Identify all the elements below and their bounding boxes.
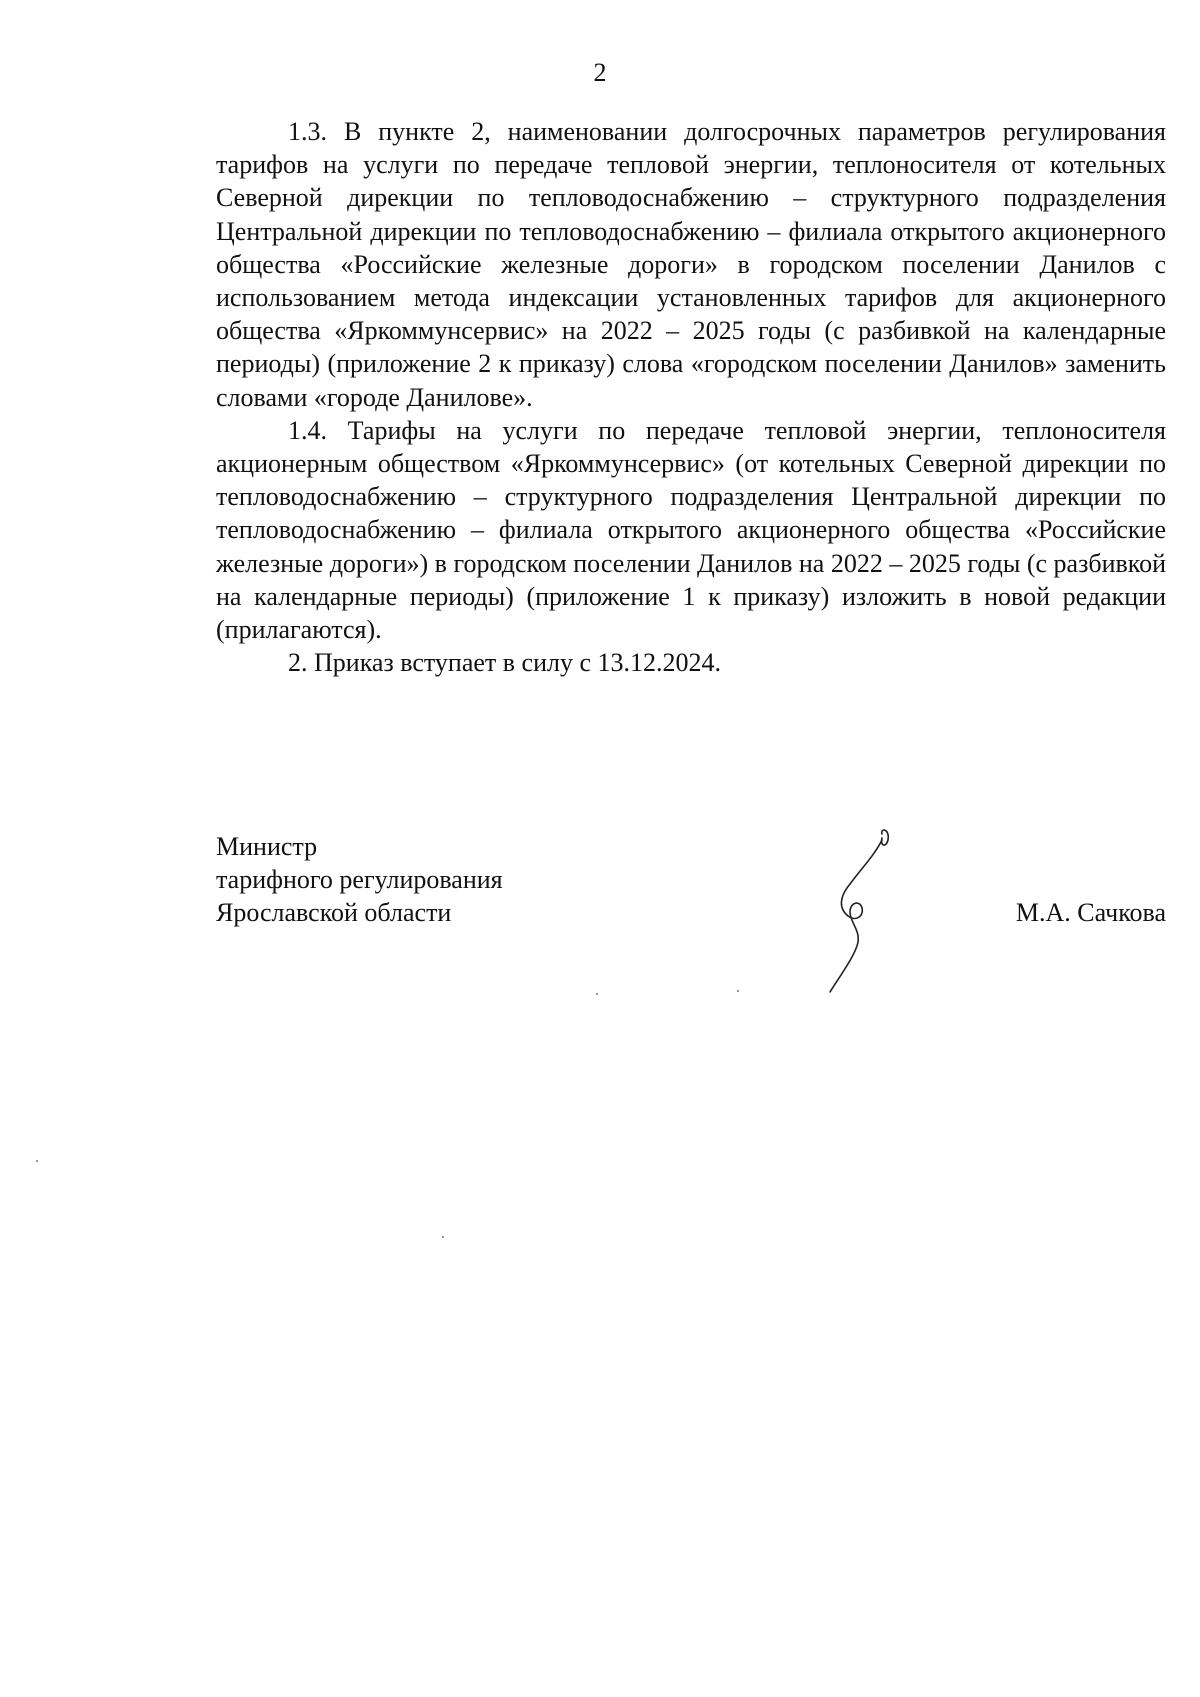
- signatory-title-line: Ярославской области: [216, 898, 452, 927]
- signatory-position: [216, 830, 503, 929]
- signatory-title-line: Министр: [216, 832, 318, 861]
- handwritten-signature: [810, 826, 920, 996]
- signer-name: М.А. Сачкова: [1015, 898, 1166, 927]
- page-number: 2: [593, 58, 607, 87]
- paragraph-1-3: 1.3. В пункте 2, наименовании долгосрочных параметров регулирования тарифов на услуги по передаче тепловой энергии, теплоносителя от котельных Северной дирекции по тепловодоснабжению – структурного подразделения Центральной дирекции по тепловодоснабжению – филиала открытого акционерного общества «Российские железные дороги» в городском поселении Данилов с использованием метода индексации установленных тарифов для акционерного общества «Яркоммунсервис» на 2022 – 2025 годы (с разбивкой на календарные периоды) (приложение 2 к приказу) слова «городском поселении Данилов» заменить словами «городе Данилове».: [216, 117, 1166, 412]
- paragraph-2: 2. Приказ вступает в силу с 13.12.2024.: [288, 648, 722, 678]
- paragraph-1-4: 1.4. Тарифы на услуги по передаче тепловой энергии, теплоносителя акционерным обществом «Яркоммунсервис» (от котельных Северной дирекции по тепловодоснабжению – структурного подразделения Центральной дирекции по тепловодоснабжению – филиала открытого акционерного общества «Российские железные дороги») в городском поселении Данилов на 2022 – 2025 годы (с разбивкой на календарные периоды) (приложение 1 к приказу) изложить в новой редакции (прилагаются).: [216, 415, 1166, 645]
- document-body: [216, 115, 1166, 679]
- scan-speck: [596, 993, 598, 995]
- signature-stroke: [830, 830, 888, 992]
- scan-speck: [36, 1160, 38, 1162]
- scan-speck: [737, 990, 739, 992]
- signatory-title-line: тарифного регулирования: [216, 865, 503, 894]
- scan-speck: [442, 1236, 444, 1238]
